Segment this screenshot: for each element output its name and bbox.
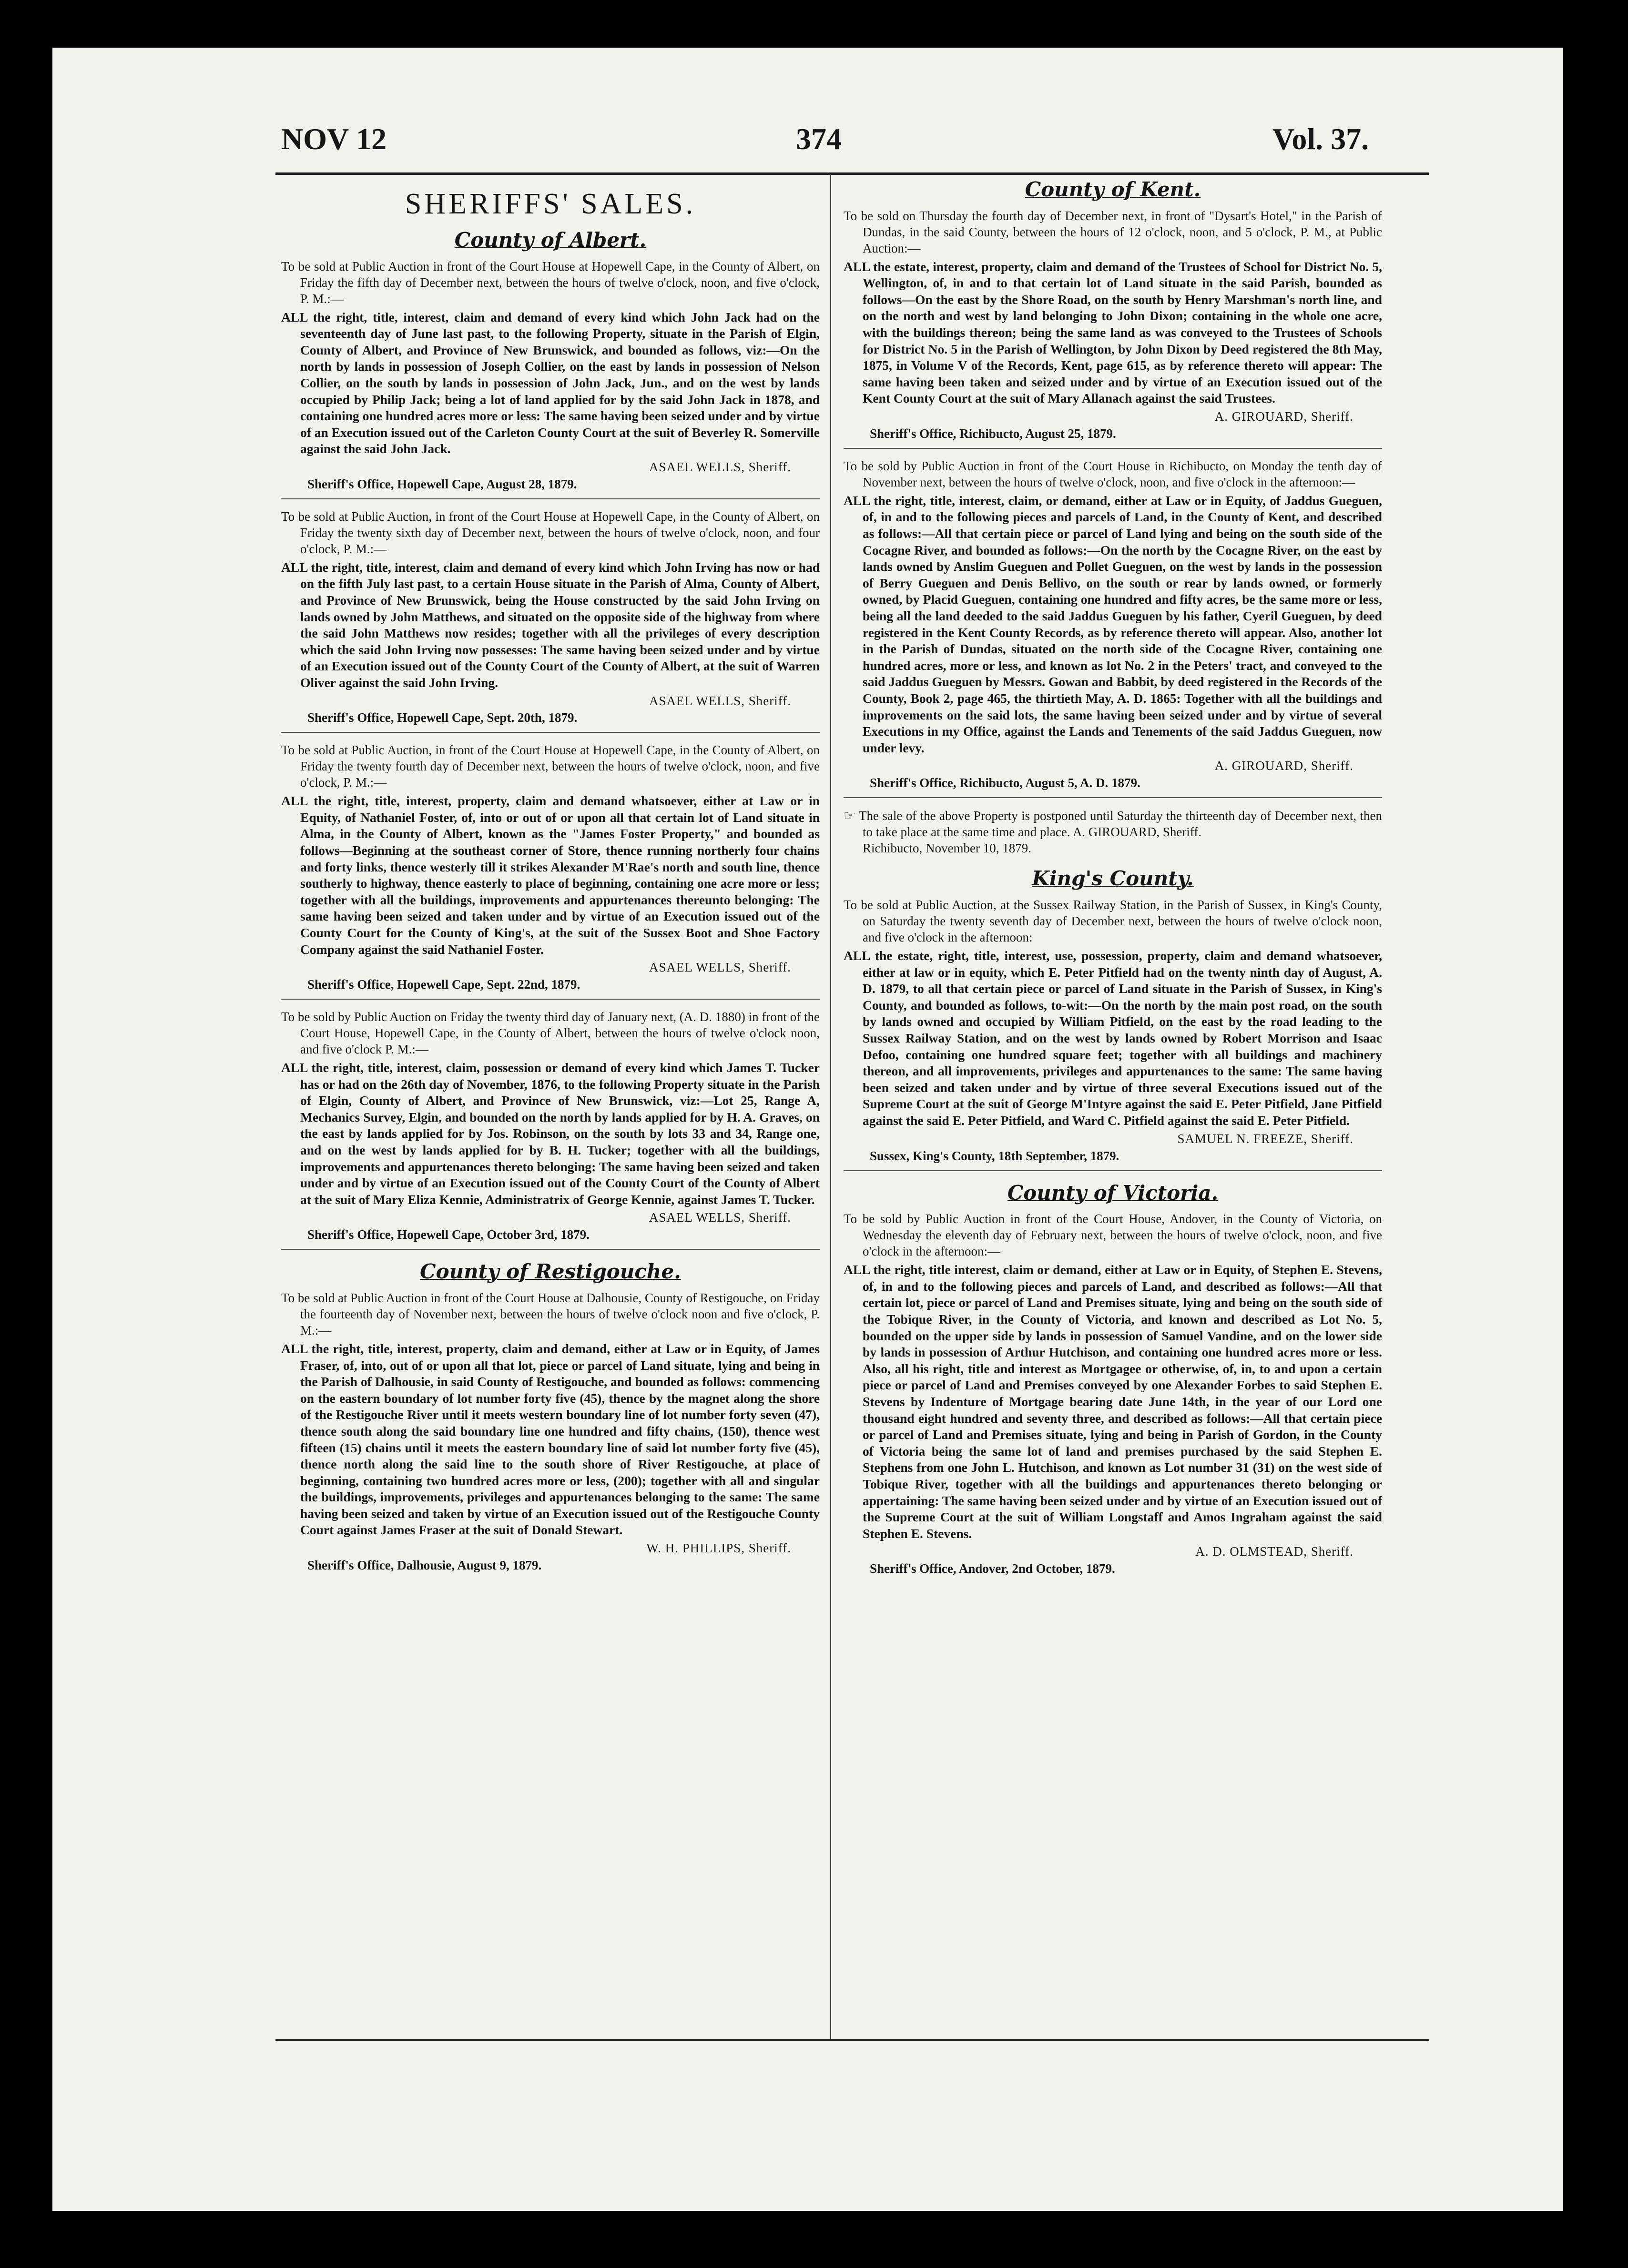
postponement-place-date: Richibucto, November 10, 1879. [863, 841, 1031, 856]
sheriff-office-date: Sheriff's Office, Dalhousie, August 9, 1879. [307, 1558, 542, 1573]
notice-body: ALL the right, title, interest, claim, possession or demand of every kind which James T. Tucker has or had on the 26th day of November, 1876, to the following Property situate in the Parish of Elgin, County of Albert, and Province of New Brunswick, viz:—Lot 25, Range A, Mechanics Survey, Elgin, and bounded on the north by lands applied for by H. A. Graves, on the east by lands applied for by Jos. Robinson, on the south by lots 33 and 34, Range one, and on the west by lands applied for by B. H. Tucker; together with all the buildings, improvements and appurtenances thereto belonging: The same having been seized and taken under and by virtue of an Execution issued out of the County Court of the County of Albert at the suit of Mary Eliza Kennie, Administratrix of George Kennie, against James T. Tucker. [281, 1060, 820, 1207]
footer-rule [275, 2039, 1429, 2041]
left-column [281, 175, 820, 1589]
notice-intro: To be sold at Public Auction, in front of the Court House at Hopewell Cape, in the County of Albert, on Friday the twenty fourth day of December next, between the hours of twelve o'clock, noon, and five o'clock, P. M.:— [281, 743, 820, 790]
sheriff-signature: A. D. OLMSTEAD, Sheriff. [1195, 1544, 1353, 1559]
pointing-hand-icon: ☞ [844, 809, 856, 824]
notice-kent-trustees [844, 208, 1382, 449]
right-column [844, 175, 1382, 1592]
sheriff-office-date: Sheriff's Office, Richibucto, August 5, A. D. 1879. [870, 776, 1140, 790]
notice-intro: To be sold by Public Auction in front of the Court House in Richibucto, on Monday the tenth day of November next, between the hours of twelve o'clock, noon, and five o'clock in the afternoon:— [844, 458, 1382, 489]
notice-kent-gueguen [844, 458, 1382, 798]
sheriff-signature: ASAEL WELLS, Sheriff. [649, 960, 791, 975]
issue-date: NOV 12 [281, 122, 387, 156]
notice-body: ALL the estate, right, title, interest, use, possession, property, claim and demand whatsoever, either at law or in equity, which E. Peter Pitfield had on the twenty ninth day of August, A. D. 1879, to all that certain piece or parcel of Land situate in the Parish of Sussex, in King's County, and bounded as follows, to-wit:—On the north by the main post road, on the south by lands owned and occupied by William Pitfield, on the east by the road leading to the Sussex Railway Station, and on the west by lands owned by Robert Morrison and Isaac Defoo, containing one hundred square feet; together with all buildings and machinery thereon, and all improvements, privileges and appurtenances to the same: The same having been seized and taken under and by virtue of three several Executions issued out of the Supreme Court at the suit of George M'Intyre against the said E. Peter Pitfield, Jane Pitfield against the said E. Peter Pitfield, and Ward C. Pitfield against the said E. Peter Pitfield. [844, 948, 1382, 1128]
sheriff-signature: ASAEL WELLS, Sheriff. [649, 1210, 791, 1225]
header-rule [275, 172, 1429, 175]
county-heading-victoria: County of Victoria. [1007, 1181, 1219, 1205]
notice-body: ALL the right, title, interest, claim and demand of every kind which John Irving has now or had on the fifth July last past, to a certain House situate in the Parish of Alma, County of Albert, and Province of New Brunswick, being the House constructed by the said John Irving on lands owned by John Matthews, and situated on the opposite side of the highway from where the said John Matthews now resides; together with all the privileges of every description which the said John Irving now possesses: The same having been seized under and by virtue of an Execution issued out of the County Court of the County of Albert, at the suit of Warren Oliver against the said John Irving. [281, 559, 820, 690]
notice-body: ALL the right, title, interest, claim and demand of every kind which John Jack had on the seventeenth day of June last past, to the following Property, situate in the Parish of Elgin, County of Albert, and Province of New Brunswick, and bounded as follows, viz:—On the north by lands in possession of Joseph Collier, on the east by lands in possession of Nelson Collier, on the south by lands in possession of John Jack, Jun., and on the west by lands occupied by Philip Jack; being a lot of land applied for by the said John Jack in 1878, and containing one hundred acres more or less: The same having been seized under and by virtue of an Execution issued out of the Carleton County Court at the suit of Beverley R. Somerville against the said John Jack. [281, 309, 820, 456]
newspaper-page [52, 48, 1563, 2211]
sheriff-office-date: Sheriff's Office, Hopewell Cape, August 28, 1879. [307, 476, 577, 491]
sheriff-office-date: Sheriff's Office, Andover, 2nd October, 1879. [870, 1561, 1115, 1576]
notice-intro: To be sold by Public Auction in front of the Court House, Andover, in the County of Victoria, on Wednesday the eleventh day of February next, between the hours of twelve o'clock, noon, and five o'clock in the afternoon:— [844, 1212, 1382, 1259]
notice-body: ALL the estate, interest, property, claim and demand of the Trustees of School for District No. 5, Wellington, of, in and to that certain lot of Land situate in the said Parish, bounded as follows—On the east by the Shore Road, on the south by Henry Marshman's north line, and on the north and west by land belonging to John Dixon; containing in the whole one acre, with the buildings thereon; being the same land as was conveyed to the Trustees of Schools for District No. 5 in the Parish of Wellington, by John Dixon by Deed registered the 8th May, 1875, in Volume V of the Records, Kent, page 615, as by reference thereto will appear: The same having been taken and seized under and by virtue of an Execution issued out of the Kent County Court at the suit of Mary Allanach against the said Trustees. [844, 259, 1382, 406]
notice-intro: To be sold at Public Auction in front of the Court House at Dalhousie, County of Restigouche, on Friday the fourteenth day of November next, between the hours of twelve o'clock noon and five o'clock, P. M.:— [281, 1291, 820, 1337]
notice-kings-pitfield [844, 897, 1382, 1171]
county-heading-restigouche: County of Restigouche. [420, 1260, 681, 1284]
sheriff-signature: ASAEL WELLS, Sheriff. [649, 460, 791, 475]
sheriff-signature: A. GIROUARD, Sheriff. [1214, 409, 1353, 424]
notice-body: ALL the right, title, interest, property, claim and demand whatsoever, either at Law or in Equity, of Nathaniel Foster, of, into or out of or upon all that certain lot of Land situate in Alma, in the County of Albert, known as the "James Foster Property," and bounded as follows—Beginning at the southeast corner of Store, thence running northerly four chains and forty links, thence westerly till it strikes Alexander M'Rae's north and south line, thence southerly to highway, thence easterly to place of beginning, containing one acre more or less; together with all the buildings, improvements and appurtenances thereunto belonging: The same having been seized and taken under and by virtue of an Execution issued out of the County Court for the County of King's, at the suit of the Sussex Boot and Shoe Factory Company against the said Nathaniel Foster. [281, 793, 820, 957]
notice-intro: To be sold by Public Auction on Friday the twenty third day of January next, (A. D. 1880) in front of the Court House, Hopewell Cape, in the County of Albert, between the hours of twelve o'clock noon, and five o'clock P. M.:— [281, 1010, 820, 1057]
notice-albert-foster [281, 742, 820, 1000]
notice-restigouche-fraser [281, 1290, 820, 1580]
sheriff-office-date: Sussex, King's County, 18th September, 1879. [870, 1148, 1119, 1163]
volume-number: Vol. 37. [1272, 122, 1369, 156]
notice-victoria-stevens [844, 1211, 1382, 1583]
county-heading-kings: King's County. [1032, 867, 1194, 891]
notice-body: ALL the right, title interest, claim or demand, either at Law or in Equity, of Stephen E. Stevens, of, in and to the following pieces and parcels of Land, and described as follows:—All that certain lot, piece or parcel of Land and Premises situate, lying and being on the south side of the Tobique River, in the County of Victoria, and known and described as Lot No. 5, bounded on the upper side by lands in possession of Samuel Vandine, and on the lower side by lands in possession of Arthur Hutchison, and containing one hundred acres more or less. Also, all his right, title and interest as Mortgagee or otherwise, of, in, to and upon a certain piece or parcel of Land and Premises conveyed by one Alexander Forbes to said Stephen E. Stevens by Indenture of Mortgage bearing date June 14th, in the year of our Lord one thousand eight hundred and seventy three, and described as follows:—All that certain piece or parcel of Land and Premises situate, lying and being in Parish of Gordon, in the County of Victoria being the same lot of land and premises purchased by the said Stephen E. Stephens from one John L. Hutchison, and known as Lot number 31 (31) on the west side of Tobique River, together with all the buildings and appurtenances thereto belonging or appertaining: The same having been seized under and by virtue of an Execution issued out of the Supreme Court at the suit of William Longstaff and Amos Ingraham against the said Stephen E. Stevens. [844, 1262, 1382, 1541]
postponement-signature: A. GIROUARD, Sheriff. [1072, 825, 1202, 840]
notice-body: ALL the right, title, interest, claim, or demand, either at Law or in Equity, of Jaddus Gueguen, of, in and to the following pieces and parcels of Land, in the County of Kent, and described as follows:—All that certain piece or parcel of Land lying and being on the south side of the Cocagne River, and bounded as follows:—On the north by the Cocagne River, on the east by lands owned by Anslim Gueguen and Pollet Gueguen, on the west by lands in the possession of Berry Gueguen and Denis Bellivo, on the south or rear by lands owned, or formerly owned, by Placid Gueguen, containing one hundred and fifty acres, be the same more or less, being all the land deeded to the said Jaddus Gueguen by his father, Cyeril Gueguen, by deed registered in the Kent County Records, as by reference thereto will appear. Also, another lot in the Parish of Dundas, situated on the north side of the Cocagne River, containing one hundred acres, more or less, and known as lot No. 2 in the Peters' tract, and conveyed to the said Jaddus Gueguen by Messrs. Gowan and Babbit, by deed registered in the Records of the County, Book 2, page 465, the thirtieth May, A. D. 1865: Together with all the buildings and improvements on the said lots, the same having been seized under and by virtue of several Executions in my Office, against the Lands and Tenements of the said Jaddus Gueguen, now under levy. [844, 493, 1382, 755]
postponement-text: The sale of the above Property is postponed until Saturday the thirteenth day of December next, then to take place at the same time and place. [859, 809, 1383, 840]
column-divider [830, 172, 831, 2040]
notice-albert-jack [281, 259, 820, 499]
sheriff-signature: A. GIROUARD, Sheriff. [1214, 759, 1353, 773]
notice-body: ALL the right, title, interest, property, claim and demand, either at Law or in Equity, of James Fraser, of, into, out of or upon all that lot, piece or parcel of Land situate, lying and being in the Parish of Dalhousie, in said County of Restigouche, and bounded as follows: commencing on the eastern boundary of lot number forty five (45), thence by the magnet along the shore of the Restigouche River until it meets western boundary line of lot number forty seven (47), thence south along the said boundary line one hundred and fifty chains, (150), thence west fifteen (15) chains until it meets the eastern boundary line of said lot number forty five (45), thence north along the said line to the south shore of River Restigouche, at place of beginning, containing two hundred acres more or less, (200); together with all and singular the buildings, improvements, privileges and appurtenances belonging to the same: The same having been seized and taken by virtue of an Execution issued out of the Restigouche County Court against James Fraser at the suit of Donald Stewart. [281, 1341, 820, 1538]
sheriff-office-date: Sheriff's Office, Hopewell Cape, October 3rd, 1879. [307, 1227, 590, 1242]
sheriff-office-date: Sheriff's Office, Richibucto, August 25, 1879. [870, 426, 1116, 441]
notice-intro: To be sold on Thursday the fourth day of December next, in front of "Dysart's Hotel," in the Parish of Dundas, in the said County, between the hours of 12 o'clock, noon, and 5 o'clock, P. M., at Public Auction:— [844, 208, 1382, 255]
notice-intro: To be sold at Public Auction, at the Sussex Railway Station, in the Parish of Sussex, in King's County, on Saturday the twenty seventh day of December next, between the hours of twelve o'clock noon, and five o'clock in the afternoon: [844, 898, 1382, 945]
page-number: 374 [796, 122, 842, 156]
notice-intro: To be sold at Public Auction in front of the Court House at Hopewell Cape, in the County of Albert, on Friday the fifth day of December next, between the hours of twelve o'clock, noon, and five o'clock, P. M.:— [281, 259, 820, 306]
sheriff-office-date: Sheriff's Office, Hopewell Cape, Sept. 20th, 1879. [307, 710, 578, 725]
notice-albert-tucker [281, 1009, 820, 1250]
page-title: SHERIFFS' SALES. [405, 188, 696, 220]
notice-albert-irving [281, 509, 820, 733]
postponement-note [844, 808, 1382, 857]
county-heading-albert: County of Albert. [454, 228, 647, 252]
sheriff-signature: W. H. PHILLIPS, Sheriff. [646, 1541, 791, 1556]
sheriff-signature: SAMUEL N. FREEZE, Sheriff. [1177, 1131, 1353, 1146]
county-heading-kent: County of Kent. [1025, 178, 1201, 201]
sheriff-signature: ASAEL WELLS, Sheriff. [649, 693, 791, 708]
sheriff-office-date: Sheriff's Office, Hopewell Cape, Sept. 22nd, 1879. [307, 977, 580, 992]
notice-intro: To be sold at Public Auction, in front of the Court House at Hopewell Cape, in the County of Albert, on Friday the twenty sixth day of December next, between the hours of twelve o'clock, noon, and four o'clock, P. M.:— [281, 509, 820, 556]
